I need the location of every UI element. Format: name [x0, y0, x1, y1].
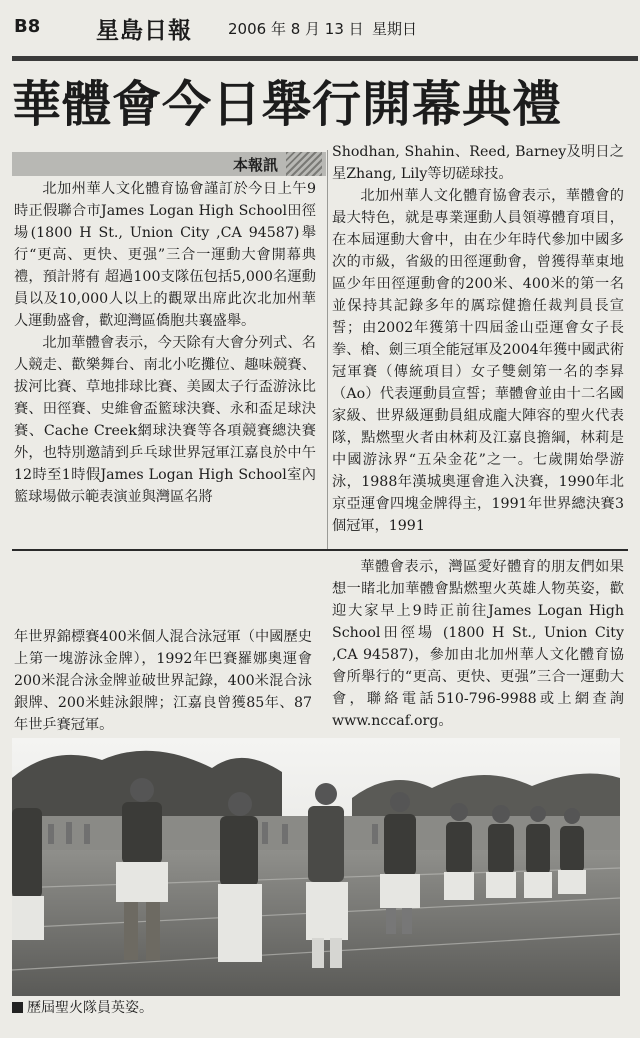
byline-decoration	[286, 152, 322, 176]
caption-marker	[12, 1002, 23, 1013]
article-column-3	[14, 626, 312, 736]
article-column-1	[14, 178, 316, 508]
article-paragraph: 北加州華人文化體育協會表示，華體會的最大特色，就是專業運動人員領導體育項目，在本屆運動大會中，由在少年時代參加中國多次的市級，省級的田徑運動會，曾獲得華東地區少年田徑運動會的200米、400米的第一名並保持其記錄多年的厲琮健擔任裁判員長宣誓；由2002年獲第十四屆釜山亞運會女子長拳、槍、劍三項全能冠軍及2004年獲中國武術冠軍賽（傳統項目）女子雙劍第一名的李昪（Ao）代表運動員宣誓；華體會並由十二名國家級、世界級運動員組成龐大陣容的聖火代表隊，點燃聖火者由林莉及江嘉良擔綱，林莉是中國游泳界“五朵金花”之一。七歲開始學游泳，1988年漢城奧運會進入決賽，1990年北京亞運會四塊金牌得主，1991年世界總決賽3個冠軍，1991	[332, 188, 624, 534]
article-paragraph: 北加華體會表示，今天除有大會分列式、名人競走、歡樂舞台、南北小吃攤位、趣味競賽、拔河比賽、草地排球比賽、美國太子行盃游泳比賽、田徑賽、史維會盃籃球決賽、永和盃足球決賽、Cache Creek網球決賽等各項競賽總決賽外，也特別邀請到乒乓球世界冠軍江嘉良於中午12時至1時假James Logan High School室內籃球場做示範表演並與灣區名將	[14, 335, 316, 505]
newspaper-name: 星島日報	[96, 18, 192, 44]
article-paragraph: 年世界錦標賽400米個人混合泳冠軍（中國歷史上第一塊游泳金牌），1992年巴賽羅娜奧運會200米混合泳金牌並破世界記錄，400米混合泳銀牌、200米蛙泳銀牌；江嘉良曾獲85年、87年世乒賽冠軍。	[14, 629, 312, 733]
page-header	[0, 0, 640, 44]
issue-date: 2006 年 8 月 13 日	[228, 20, 364, 38]
article-column-2	[332, 141, 624, 537]
headline: 華體會今日舉行開幕典禮	[12, 76, 563, 133]
photo-illustration	[12, 738, 620, 996]
byline: 本報訊	[232, 156, 278, 174]
article-column-4	[332, 556, 624, 732]
page-number: B8	[14, 16, 41, 37]
header-rule	[12, 56, 638, 61]
photo-caption	[12, 997, 153, 1017]
article-paragraph: 華體會表示，灣區愛好體育的朋友們如果想一睹北加華體會點燃聖火英雄人物英姿，歡迎大家早上9時正前往James Logan High School田徑場 (1800 H St., Union City ,CA 94587)，參加由北加州華人文化體育協會所舉行的“更高、更快、更强”三合一運動大會，聯絡電話510-796-9988或上網查詢www.nccaf.org。	[332, 559, 624, 729]
article-paragraph: Shodhan, Shahin、Reed, Barney及明日之星Zhang, Lily等切磋球技。	[332, 144, 624, 182]
byline-bar	[12, 152, 326, 176]
column-divider	[327, 150, 328, 550]
caption-text: 歷屆聖火隊員英姿。	[27, 1000, 153, 1016]
issue-weekday: 星期日	[372, 20, 418, 38]
section-rule	[12, 549, 628, 551]
torch-team-photo	[12, 738, 620, 996]
article-paragraph: 北加州華人文化體育協會謹訂於今日上午9時正假聯合市James Logan High School田徑場(1800 H St., Union City ,CA 94587)舉行“更高、更快、更强”三合一運動大會開幕典禮，預計將有 超過100支隊伍包括5,000名運動員以及10,000人以上的觀眾出席此次北加州華人運動盛會，歡迎灣區僑胞共襄盛舉。	[14, 181, 316, 329]
